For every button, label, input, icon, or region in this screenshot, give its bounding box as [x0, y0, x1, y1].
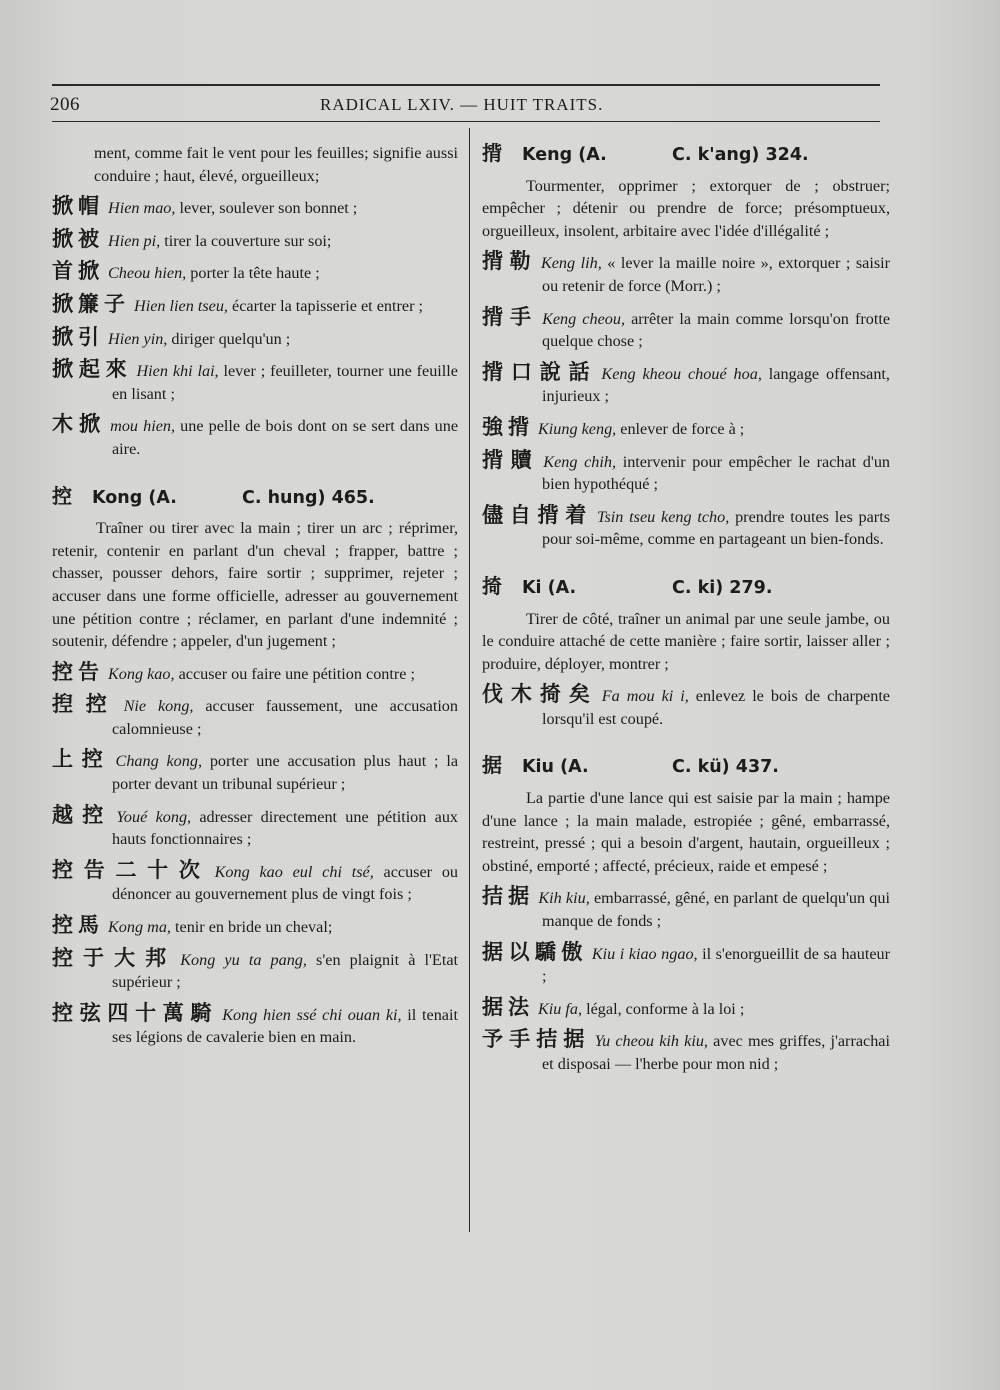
dictionary-entry: [52, 413, 458, 460]
entry-chars: 揹贖: [482, 447, 540, 472]
entry-chars: 揹口說話: [482, 359, 598, 384]
entry-chars: 予手拮据: [482, 1027, 591, 1052]
head-sound: Kong (A.: [92, 487, 177, 508]
dictionary-entry: [52, 859, 458, 906]
entry-chars: 掀帽: [52, 194, 104, 219]
entry-definition: porter une accusation plus haut ; la porter devant un tribunal supérieur ;: [112, 752, 459, 794]
dictionary-entry: [482, 416, 890, 441]
entry-romanization: Nie kong,: [123, 697, 194, 716]
dictionary-entry: [52, 661, 458, 686]
dictionary-entry: [482, 250, 890, 297]
entry-romanization: Kong kao eul chi tsé,: [214, 862, 374, 881]
dictionary-entry: [482, 996, 890, 1021]
entry-chars: 揹勒: [482, 249, 537, 274]
entry-romanization: Tsin tseu keng tcho,: [596, 507, 730, 526]
entry-chars: 控弦四十萬騎: [52, 1000, 219, 1025]
entry-definition: écarter la tapisserie et entrer ;: [227, 296, 424, 315]
entry-definition: intervenir pour empêcher le rachat d'un bien hypothéqué ;: [542, 452, 891, 494]
head-cant: C. hung) 465.: [242, 487, 375, 508]
entry-chars: 据以驕傲: [482, 939, 588, 964]
entry-list: [482, 885, 890, 1075]
entry-chars: 揑控: [52, 692, 120, 717]
entry-definition: langage offensant, injurieux ;: [542, 364, 890, 406]
entry-definition: porter la tête haute ;: [186, 264, 320, 283]
entry-definition: il tenait ses légions de cavalerie bien en main.: [112, 1005, 458, 1047]
entry-chars: 控告: [52, 659, 104, 684]
head-ki: [482, 575, 890, 600]
dictionary-entry: [52, 293, 458, 318]
dictionary-entry: [482, 941, 890, 988]
entry-romanization: Youé kong,: [116, 807, 192, 826]
head-char: 据: [482, 753, 502, 778]
entry-definition: « lever la maille noire », extorquer ; saisir ou retenir de force (Morr.) ;: [542, 254, 891, 295]
entry-definition: tirer la couverture sur soi;: [160, 231, 332, 250]
left-column: [52, 142, 458, 1049]
entry-romanization: Hien khi lai,: [136, 362, 219, 381]
entry-romanization: Keng lih,: [540, 254, 602, 273]
head-kong: [52, 485, 458, 510]
dictionary-entry: [52, 748, 458, 795]
entry-romanization: Yu cheou kih kiu,: [594, 1032, 708, 1051]
entry-chars: 首掀: [52, 259, 104, 284]
entry-chars: 儘自揹着: [482, 502, 593, 527]
entry-chars: 掀起來: [52, 357, 133, 382]
entry-chars: 伐木掎矣: [482, 682, 598, 707]
entry-romanization: Kong kao,: [108, 664, 175, 683]
entry-romanization: Keng cheou,: [542, 309, 626, 328]
entry-chars: 掀被: [52, 226, 104, 251]
dictionary-entry: [52, 228, 458, 253]
dictionary-entry: [482, 504, 890, 551]
top-rule: [52, 84, 880, 86]
entry-chars: 控馬: [52, 913, 104, 938]
entry-definition: lever, soulever son bonnet ;: [175, 199, 358, 218]
entry-romanization: Kiu fa,: [538, 999, 583, 1018]
dictionary-entry: [52, 914, 458, 939]
entry-romanization: Hien yin,: [108, 329, 168, 348]
entry-list: [482, 683, 890, 730]
entry-romanization: Fa mou ki i,: [601, 687, 689, 706]
dictionary-entry: [52, 326, 458, 351]
entry-romanization: mou hien,: [110, 417, 176, 436]
dictionary-entry: [52, 358, 458, 405]
head-kiu: [482, 754, 890, 779]
entry-romanization: Chang kong,: [115, 752, 203, 771]
column-divider: [469, 128, 470, 1232]
entry-definition: s'en plaignit à l'Etat supérieur ;: [112, 950, 459, 992]
entry-chars: 揹手: [482, 304, 539, 329]
definition: La partie d'une lance qui est saisie par la main ; hampe d'une lance ; la main malade, estropiée ; gêné, embarrassé, restreint, pressé ; qui a besoin d'argent, hautain, orgueilleux ; obstiné, emporté ; affecté, précieux, raide et empesé ;: [482, 789, 890, 875]
entry-definition: enlever de force à ;: [616, 419, 745, 438]
head-sound: Keng (A.: [522, 145, 607, 165]
intro-text: ment, comme fait le vent pour les feuilles; signifie aussi conduire ; haut, élevé, orgueilleux;: [94, 144, 458, 185]
entry-definition: prendre toutes les parts pour soi-même, comme en partageant un bien-fonds.: [542, 507, 890, 549]
entry-romanization: Kong yu ta pang,: [180, 950, 307, 969]
definition: Tourmenter, opprimer ; extorquer de ; obstruer; empêcher ; détenir ou prendre de force; présomptueux, orgueilleux, insolent, arbitaire avec l'idée d'illégalité ;: [482, 176, 890, 240]
head-sound: Kiu (A.: [522, 757, 589, 778]
head-char: 控: [52, 483, 72, 508]
head-keng: [482, 142, 890, 167]
entry-romanization: Keng chih,: [543, 452, 617, 471]
entry-romanization: Kong ma,: [108, 918, 171, 937]
dictionary-entry: [52, 947, 458, 994]
entry-chars: 越控: [52, 802, 113, 827]
entry-romanization: Hien pi,: [108, 231, 161, 250]
entry-definition: arrêter la main comme lorsqu'on frotte quelque chose ;: [542, 309, 891, 351]
entry-definition: embarrassé, gêné, en parlant de quelqu'un qui manque de fonds ;: [542, 889, 890, 931]
entry-chars: 据法: [482, 994, 534, 1019]
entry-chars: 控于大邦: [52, 945, 177, 970]
head-sound: Ki (A.: [522, 577, 577, 598]
entry-romanization: Hien mao,: [108, 199, 176, 218]
dictionary-entry: [52, 260, 458, 285]
head-char: 掎: [482, 573, 502, 598]
dictionary-entry: [482, 885, 890, 932]
dictionary-entry: [52, 1002, 458, 1049]
entry-chars: 木掀: [52, 412, 107, 437]
entry-definition: enlevez le bois de charpente lorsqu'il est coupé.: [542, 687, 890, 728]
entry-chars: 拮据: [482, 884, 535, 909]
entry-chars: 強揹: [482, 414, 534, 439]
dictionary-entry: [52, 804, 458, 851]
entry-romanization: Kiung keng,: [538, 419, 617, 438]
head-cant: C. kü) 437.: [672, 757, 779, 778]
entry-definition: légal, conforme à la loi ;: [582, 999, 745, 1018]
entry-romanization: Hien lien tseu,: [134, 296, 228, 315]
entry-definition: tenir en bride un cheval;: [170, 918, 333, 937]
dictionary-entry: [482, 1028, 890, 1075]
entry-chars: 掀簾子: [52, 291, 130, 316]
head-char: 揹: [482, 141, 502, 165]
entry-romanization: Kiu i kiao ngao,: [591, 944, 698, 963]
entry-definition: diriger quelqu'un ;: [167, 329, 291, 348]
dictionary-entry: [482, 306, 890, 353]
dictionary-entry: [52, 693, 458, 740]
entry-romanization: Kong hien ssé chi ouan ki,: [222, 1005, 402, 1024]
definition: Traîner ou tirer avec la main ; tirer un arc ; réprimer, retenir, contenir en parlant d'un cheval ; frapper, battre ; chasser, pousser dehors, faire sortir ; supprimer, rejeter ; accuser dans une forme officielle, adresser au gouvernement une pétition contre ; réclamer, en parlant d'une indemnité ; soutenir, défendre ; appeler, d'un jugement ;: [52, 519, 458, 651]
entry-definition: une pelle de bois dont on se sert dans une aire.: [112, 417, 459, 458]
entry-romanization: Keng kheou choué hoa,: [601, 364, 762, 383]
entry-chars: 上控: [52, 747, 112, 772]
header-rule: [52, 121, 880, 122]
entry-chars: 控告二十次: [52, 857, 211, 882]
entry-definition: avec mes griffes, j'arrachai et disposai — l'herbe pour mon nid ;: [542, 1032, 890, 1073]
dictionary-entry: [482, 449, 890, 496]
dictionary-entry: [52, 195, 458, 220]
entry-definition: lever ; feuilleter, tourner une feuille en lisant ;: [112, 362, 458, 403]
right-column: [482, 142, 890, 1076]
dictionary-entry: [482, 683, 890, 730]
head-cant: C. ki) 279.: [672, 577, 773, 598]
definition: Tirer de côté, traîner un animal par une seule jambe, ou le conduire attaché de cette manière ; faire sortir, laisser aller ; produire, déployer, montrer ;: [482, 609, 890, 673]
entry-definition: accuser faussement, une accusation calomnieuse ;: [112, 697, 458, 738]
entry-definition: il s'enorgueillit de sa hauteur ;: [542, 944, 891, 986]
head-cant: C. k'ang) 324.: [672, 145, 809, 165]
entry-definition: accuser ou faire une pétition contre ;: [174, 664, 416, 683]
entry-definition: accuser ou dénoncer au gouvernement plus de vingt fois ;: [112, 862, 459, 904]
dictionary-entry: [482, 361, 890, 408]
entry-list: [52, 195, 458, 460]
entry-chars: 掀引: [52, 324, 104, 349]
page-number: 206: [50, 94, 80, 115]
running-title: RADICAL LXIV. — HUIT TRAITS.: [320, 95, 604, 114]
entry-romanization: Cheou hien,: [108, 264, 187, 283]
entry-definition: adresser directement une pétition aux hauts fonctionnaires ;: [112, 807, 459, 849]
entry-list: [52, 661, 458, 1049]
entry-list: [482, 250, 890, 551]
entry-romanization: Kih kiu,: [538, 889, 590, 908]
